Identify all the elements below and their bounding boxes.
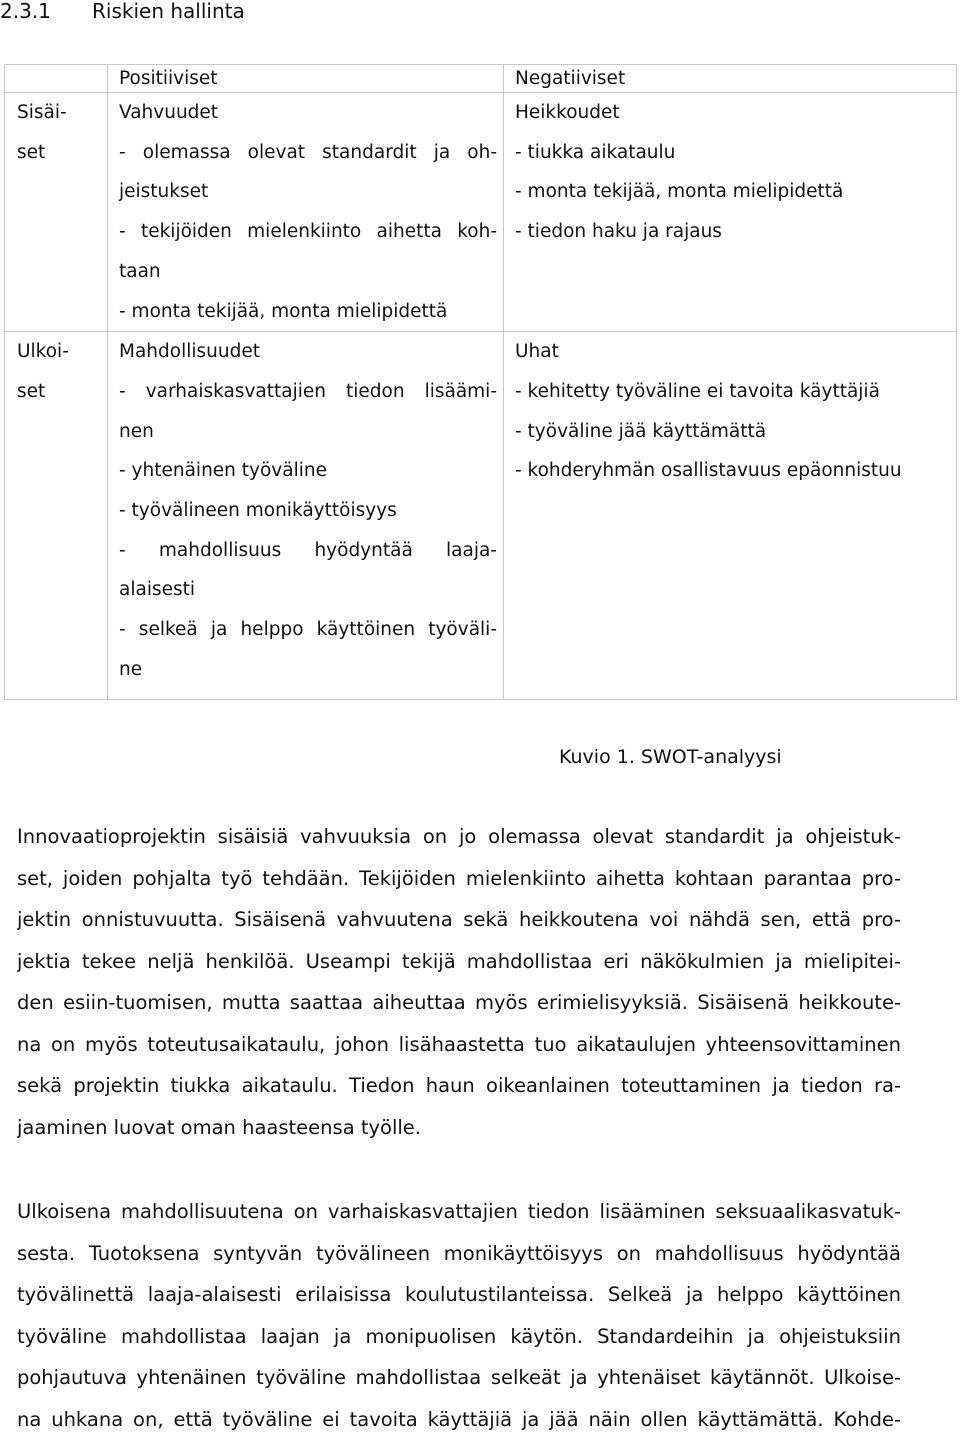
opportunity-line: ne (119, 650, 497, 690)
paragraph-line: jektia tekee neljä henkilöä. Useampi tekijä mahdollistaa eri näkökulmien ja mielipitei- (17, 941, 901, 983)
opportunity-line: alaisesti (119, 570, 497, 610)
section-heading (0, 0, 245, 22)
internal-label-line: Sisäi- (17, 93, 107, 133)
paragraph-line: na on myös toteutusaikataulu, johon lisähaastetta tuo aikataulujen yhteensovittaminen (17, 1024, 901, 1066)
weakness-line: - tiukka aikataulu (515, 133, 956, 173)
paragraph-line: set, joiden pohjalta työ tehdään. Tekijöiden mielenkiinto aihetta kohtaan parantaa pro- (17, 858, 901, 900)
swot-internal-row (5, 93, 957, 332)
external-label (5, 332, 108, 700)
external-label-line: set (17, 372, 107, 412)
strengths-title: Vahvuudet (119, 93, 497, 133)
positive-header: Positiiviset (108, 65, 504, 93)
section-title: Riskien hallinta (92, 0, 245, 23)
opportunity-line: - varhaiskasvattajien tiedon lisäämi- (119, 372, 497, 412)
weakness-line: - tiedon haku ja rajaus (515, 212, 956, 252)
strength-line: - olemassa olevat standardit ja oh- (119, 133, 497, 173)
weakness-line: - monta tekijää, monta mielipidettä (515, 172, 956, 212)
external-label-line: Ulkoi- (17, 332, 107, 372)
weaknesses-title: Heikkoudet (515, 93, 956, 133)
opportunity-line: - työvälineen monikäyttöisyys (119, 491, 497, 531)
strength-line: - tekijöiden mielenkiinto aihetta koh- (119, 212, 497, 252)
threats-title: Uhat (515, 332, 956, 372)
swot-corner-cell (5, 65, 108, 93)
paragraph-line: pohjautuva yhtenäinen työväline mahdollistaa selkeät ja yhtenäiset käytännöt. Ulkoise- (17, 1357, 901, 1399)
strength-line: taan (119, 252, 497, 292)
paragraph-line: sesta. Tuotoksena syntyvän työvälineen monikäyttöisyys on mahdollisuus hyödyntää (17, 1233, 901, 1275)
internal-label (5, 93, 108, 332)
strengths-cell (108, 93, 504, 332)
paragraph-line: työväline mahdollistaa laajan ja monipuolisen käytön. Standardeihin ja ohjeistuksiin (17, 1316, 901, 1358)
paragraph-line: jaaminen luovat oman haasteensa työlle. (17, 1107, 901, 1149)
paragraph-1 (17, 816, 901, 1148)
paragraph-line: Ulkoisena mahdollisuutena on varhaiskasvattajien tiedon lisääminen seksuaalikasvatuk- (17, 1191, 901, 1233)
threats-cell (504, 332, 957, 700)
paragraph-line: jektin onnistuvuutta. Sisäisenä vahvuutena sekä heikkoutena voi nähdä sen, että pro- (17, 899, 901, 941)
opportunity-line: - selkeä ja helppo käyttöinen työväli- (119, 610, 497, 650)
internal-label-line: set (17, 133, 107, 173)
paragraph-line: na uhkana on, että työväline ei tavoita käyttäjiä ja jää näin ollen käyttämättä. Kohde- (17, 1399, 901, 1440)
opportunity-line: - mahdollisuus hyödyntää laaja- (119, 531, 497, 571)
paragraph-2 (17, 1191, 901, 1440)
figure-caption: Kuvio 1. SWOT-analyysi (559, 744, 782, 770)
paragraph-line: työvälinettä laaja-alaisesti erilaisissa koulutustilanteissa. Selkeä ja helppo käyttöinen (17, 1274, 901, 1316)
negative-header: Negatiiviset (504, 65, 957, 93)
paragraph-line: den esiin-tuomisen, mutta saattaa aiheuttaa myös erimielisyyksiä. Sisäisenä heikkoute- (17, 982, 901, 1024)
paragraph-line: Innovaatioprojektin sisäisiä vahvuuksia on jo olemassa olevat standardit ja ohjeistuk- (17, 816, 901, 858)
paragraph-line: sekä projektin tiukka aikataulu. Tiedon haun oikeanlainen toteuttaminen ja tiedon ra- (17, 1065, 901, 1107)
opportunities-cell (108, 332, 504, 700)
swot-external-row (5, 332, 957, 700)
threat-line: - työväline jää käyttämättä (515, 412, 956, 452)
strength-line: - monta tekijää, monta mielipidettä (119, 292, 497, 332)
opportunity-line: nen (119, 412, 497, 452)
opportunities-title: Mahdollisuudet (119, 332, 497, 372)
swot-table (4, 64, 957, 700)
weaknesses-cell (504, 93, 957, 332)
threat-line: - kehitetty työväline ei tavoita käyttäjiä (515, 372, 956, 412)
section-number: 2.3.1 (0, 0, 92, 22)
swot-header-row (5, 65, 957, 93)
threat-line: - kohderyhmän osallistavuus epäonnistuu (515, 451, 956, 491)
strength-line: jeistukset (119, 172, 497, 212)
opportunity-line: - yhtenäinen työväline (119, 451, 497, 491)
